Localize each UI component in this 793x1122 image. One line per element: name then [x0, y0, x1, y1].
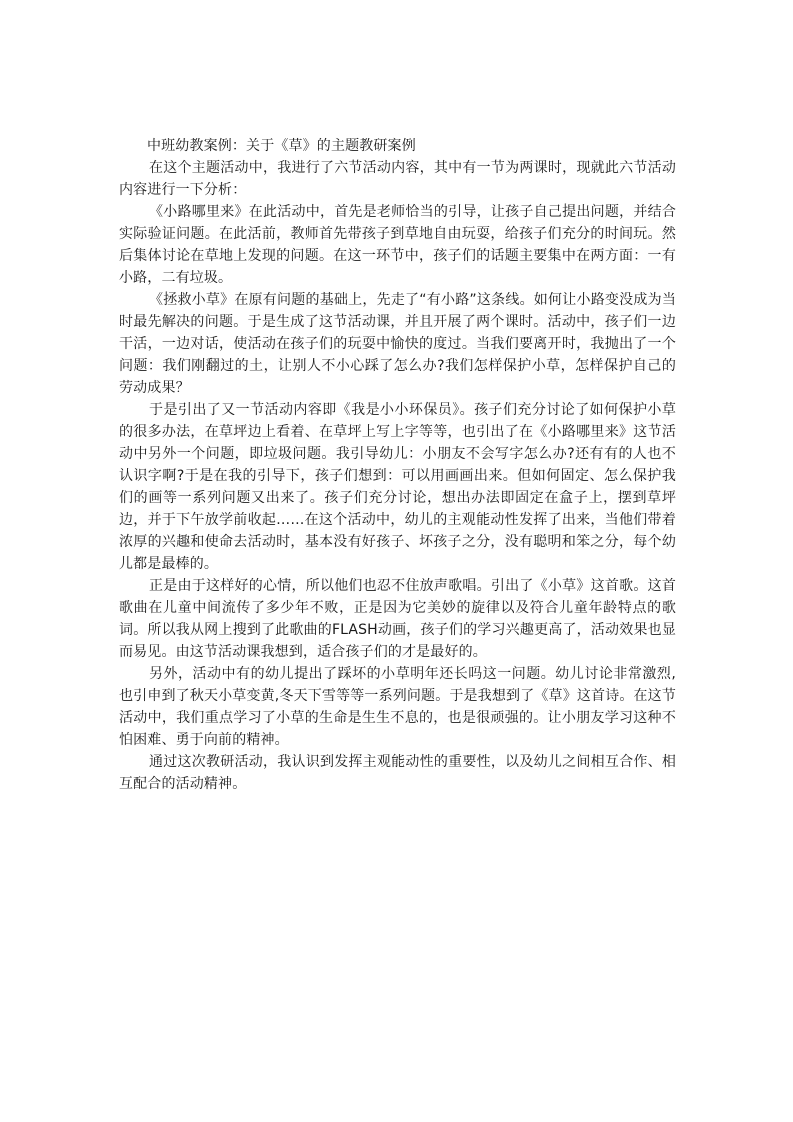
paragraph-where-path: 《小路哪里来》在此活动中，首先是老师恰当的引导，让孩子自己提出问题，并结合实际验证问题。在此活前，教师首先带孩子到草地自由玩耍，给孩子们充分的时间玩。然后集体讨论在草地上发现的问题。在这一环节中，孩子们的话题主要集中在两方面：一有小路，二有垃圾。 — [119, 204, 676, 286]
paragraph-song: 正是由于这样好的心情，所以他们也忍不住放声歌唱。引出了《小草》这首歌。这首歌曲在儿童中间流传了多少年不败，正是因为它美妙的旋律以及符合儿童年龄特点的歌词。所以我从网上搜到了此歌曲的FLASH动画，孩子们的学习兴趣更高了，活动效果也显而易见。由这节活动课我想到，适合孩子们的才是最好的。 — [119, 578, 676, 660]
document-title: 中班幼教案例：关于《草》的主题教研案例 — [147, 138, 416, 154]
paragraph-save-grass: 《拯救小草》在原有问题的基础上，先走了“有小路”这条线。如何让小路变没成为当时最先解决的问题。于是生成了这节活动课，并且开展了两个课时。活动中，孩子们一边干活，一边对话，使活动在孩子们的玩耍中愉快的度过。当我们要离开时，我抛出了一个问题：我们刚翻过的土，让别人不小心踩了怎么办?我们怎样保护小草，怎样保护自己的劳动成果？ — [119, 292, 676, 396]
paragraph-conclusion: 通过这次教研活动，我认识到发挥主观能动性的重要性，以及幼儿之间相互合作、相互配合的活动精神。 — [119, 754, 676, 792]
paragraph-intro: 在这个主题活动中，我进行了六节活动内容，其中有一节为两课时，现就此六节活动内容进行一下分析： — [119, 160, 676, 198]
paragraph-poem: 另外，活动中有的幼儿提出了踩坏的小草明年还长吗这一问题。幼儿讨论非常激烈,也引申到了秋天小草变黄,冬天下雪等等一系列问题。于是我想到了《草》这首诗。在这节活动中，我们重点学习了小草的生命是生生不息的，也是很顽强的。让小朋友学习这种不怕困难、勇于向前的精神。 — [119, 666, 676, 748]
document-body — [119, 135, 676, 795]
paragraph-eco-guard: 于是引出了又一节活动内容即《我是小小环保员》。孩子们充分讨论了如何保护小草的很多办法，在草坪边上看着、在草坪上写上字等等，也引出了在《小路哪里来》这节活动中另外一个问题，即垃圾问题。我引导幼儿：小朋友不会写字怎么办?还有有的人也不认识字啊?于是在我的引导下，孩子们想到：可以用画画出来。但如何固定、怎么保护我们的画等一系列问题又出来了。孩子们充分讨论，想出办法即固定在盒子上，摆到草坪边，并于下午放学前收起……在这个活动中，幼儿的主观能动性发挥了出来，当他们带着浓厚的兴趣和使命去活动时，基本没有好孩子、坏孩子之分，没有聪明和笨之分，每个幼儿都是最棒的。 — [119, 402, 676, 572]
